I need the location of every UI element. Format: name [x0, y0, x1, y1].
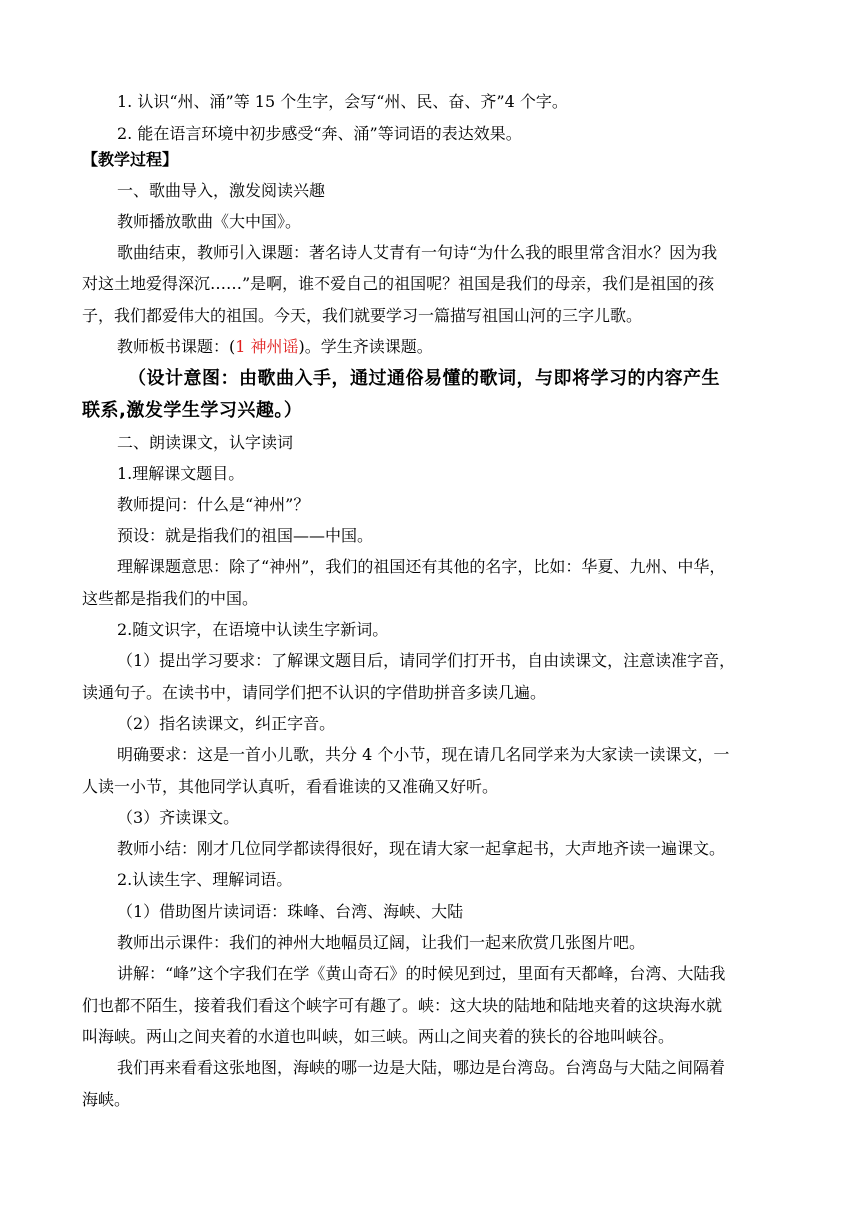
- requirement-line-1: 明确要求：这是一首小儿歌，共分 4 个小节，现在请几名同学来为大家读一读课文，一: [117, 745, 730, 764]
- map-line-1: 我们再来看看这张地图，海峡的哪一边是大陆，哪边是台湾岛。台湾岛与大陆之间隔着: [117, 1058, 726, 1077]
- step-2-item-1-line-1: （1）提出学习要求：了解课文题目后，请同学们打开书，自由读课文，注意读准字音，: [117, 651, 736, 670]
- map-line-2: 海峡。: [82, 1090, 131, 1109]
- step-2-item-1-line-2: 读通句子。在读书中，请同学们把不认识的字借助拼音多读几遍。: [82, 683, 547, 702]
- objective-2: 2. 能在语言环境中初步感受“奔、涌”等词语的表达效果。: [117, 124, 522, 143]
- section-1-title: 一、歌曲导入，激发阅读兴趣: [117, 181, 326, 200]
- design-note-line-1: （设计意图：由歌曲入手，通过通俗易懂的歌词，与即将学习的内容产生: [128, 368, 720, 389]
- paragraph-intro-line-1: 歌曲结束，教师引入课题：著名诗人艾青有一句诗“为什么我的眼里常含泪水？因为我: [117, 243, 718, 262]
- board-suffix: )。学生齐读课题。: [298, 337, 433, 356]
- paragraph-song: 教师播放歌曲《大中国》。: [117, 212, 302, 231]
- step-1-title: 1.理解课文题目。: [117, 464, 245, 483]
- process-heading: 【教学过程】: [82, 150, 179, 169]
- teacher-show: 教师出示课件：我们的神州大地幅员辽阔，让我们一起来欣赏几张图片吧。: [117, 933, 646, 952]
- design-note-line-2: 联系,激发学生学习兴趣。）: [82, 400, 303, 421]
- lesson-title: 1 神州谣: [235, 337, 299, 356]
- objective-1: 1. 认识“州、涌”等 15 个生字，会写“州、民、奋、齐”4 个字。: [117, 92, 568, 111]
- preset-answer: 预设：就是指我们的祖国——中国。: [117, 526, 374, 545]
- meaning-line-2: 这些都是指我们的中国。: [82, 589, 259, 608]
- paragraph-board: [117, 337, 433, 357]
- section-2-title: 二、朗读课文，认字读词: [117, 433, 294, 452]
- board-prefix: 教师板书课题：(: [117, 337, 236, 356]
- step-2-title: 2.随文识字，在语境中认读生字新词。: [117, 620, 389, 639]
- paragraph-intro-line-2: 对这土地爱得深沉……”是啊，谁不爱自己的祖国呢？祖国是我们的母亲，我们是祖国的孩: [82, 274, 715, 293]
- explain-line-3: 叫海峡。两山之间夹着的水道也叫峡，如三峡。两山之间夹着的狭长的谷地叫峡谷。: [82, 1027, 675, 1046]
- requirement-line-2: 人读一小节，其他同学认真听，看看谁读的又准确又好听。: [82, 777, 499, 796]
- paragraph-intro-line-3: 子，我们都爱伟大的祖国。今天，我们就要学习一篇描写祖国山河的三字儿歌。: [82, 306, 643, 325]
- teacher-summary: 教师小结：刚才几位同学都读得很好，现在请大家一起拿起书，大声地齐读一遍课文。: [117, 839, 726, 858]
- step-3-item-1: （1）借助图片读词语：珠峰、台湾、海峡、大陆: [117, 902, 464, 921]
- step-3-title: 2.认读生字、理解词语。: [117, 870, 293, 889]
- explain-line-1: 讲解：“峰”这个字我们在学《黄山奇石》的时候见到过，里面有天都峰，台湾、大陆我: [117, 964, 726, 983]
- meaning-line-1: 理解课题意思：除了“神州”，我们的祖国还有其他的名字，比如：华夏、九州、中华，: [117, 557, 726, 576]
- explain-line-2: 们也都不陌生，接着我们看这个峡字可有趣了。峡：这大块的陆地和陆地夹着的这块海水就: [82, 996, 723, 1015]
- step-2-item-3: （3）齐读课文。: [117, 808, 240, 827]
- step-2-item-2: （2）指名读课文，纠正字音。: [117, 714, 336, 733]
- teacher-question: 教师提问：什么是“神州”？: [117, 495, 310, 514]
